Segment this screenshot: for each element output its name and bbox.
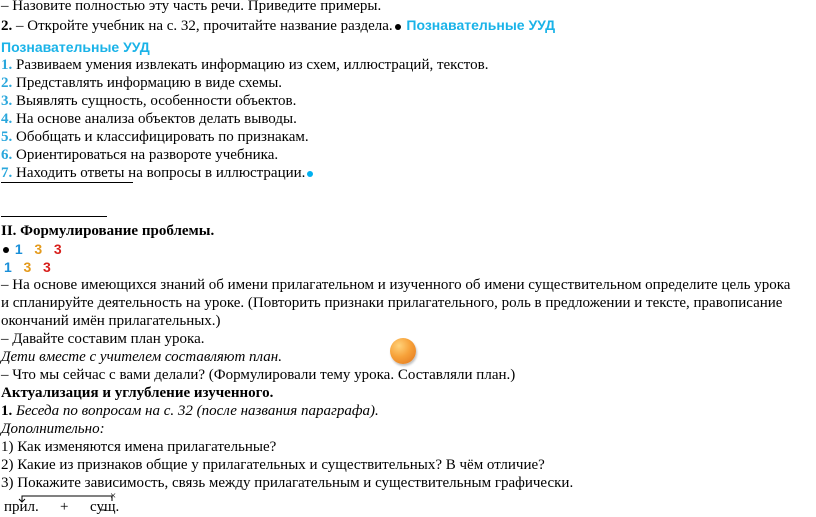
uud-item: 3. Выявлять сущность, особенности объектов. — [1, 93, 297, 109]
section-title-problem: II. Формулирование проблемы. — [1, 223, 215, 239]
marks-row: 1 3 3 — [4, 259, 51, 275]
cross-mark-icon: × — [110, 490, 117, 502]
marks-row: 1 3 3 — [1, 240, 62, 258]
orange-ball-icon — [390, 338, 416, 364]
uud-item: 4. На основе анализа объектов делать выводы. — [1, 111, 297, 127]
footnote-rule — [1, 216, 107, 217]
line-name-part-of-speech: – Назовите полностью эту часть речи. Приведите примеры. — [1, 0, 382, 14]
section-title-actualization: Актуализация и углубление изученного. — [1, 385, 274, 401]
uud-item: 6. Ориентироваться на развороте учебника. — [1, 147, 279, 163]
divider — [1, 182, 133, 183]
adjective-label: прил. — [4, 499, 39, 515]
uud-item: 7. Находить ответы на вопросы в иллюстрации. — [1, 164, 315, 182]
line-open-textbook: 2. – Откройте учебник на с. 32, прочитайте название раздела. Познавательные УУД — [1, 17, 556, 34]
question-line: 1) Как изменяются имена прилагательные? — [1, 439, 277, 455]
noun-label: сущ. — [90, 499, 120, 515]
adjective-noun-diagram — [0, 488, 140, 517]
uud-item: 1. Развиваем умения извлекать информацию из схем, иллюстраций, текстов. — [1, 57, 489, 73]
paragraph-line: – Что мы сейчас с вами делали? (Формулировали тему урока. Составляли план.) — [1, 367, 516, 383]
question-line: 3) Покажите зависимость, связь между прилагательным и существительным графически. — [1, 475, 574, 491]
uud-tag: Познавательные УУД — [406, 17, 556, 33]
plus-sign: + — [60, 499, 69, 515]
uud-item: 5. Обобщать и классифицировать по признакам. — [1, 129, 309, 145]
paragraph-line: Дополнительно: — [1, 421, 105, 437]
question-line: 2) Какие из признаков общие у прилагательных и существительных? В чём отличие? — [1, 457, 545, 473]
paragraph-line: – Давайте составим план урока. — [1, 331, 205, 347]
bullet-dot-icon — [395, 24, 401, 30]
bullet-dot-icon — [3, 247, 9, 253]
paragraph-line: Дети вместе с учителем составляют план. — [1, 349, 282, 365]
paragraph-line: окончаний имён прилагательных.) — [1, 313, 221, 329]
paragraph-line: и спланируйте деятельность на уроке. (Повторить признаки прилагательного, роль в предложении и тексте, правописание — [1, 295, 783, 311]
paragraph-line: 1. Беседа по вопросам на с. 32 (после названия параграфа). — [1, 403, 379, 419]
uud-heading: Познавательные УУД — [1, 39, 150, 55]
item-number: 2. — [1, 18, 13, 34]
bullet-dot-icon — [307, 171, 313, 177]
uud-item: 2. Представлять информацию в виде схемы. — [1, 75, 283, 91]
paragraph-line: – На основе имеющихся знаний об имени прилагательном и изученного об имени существительном определите цель урока — [1, 277, 791, 293]
